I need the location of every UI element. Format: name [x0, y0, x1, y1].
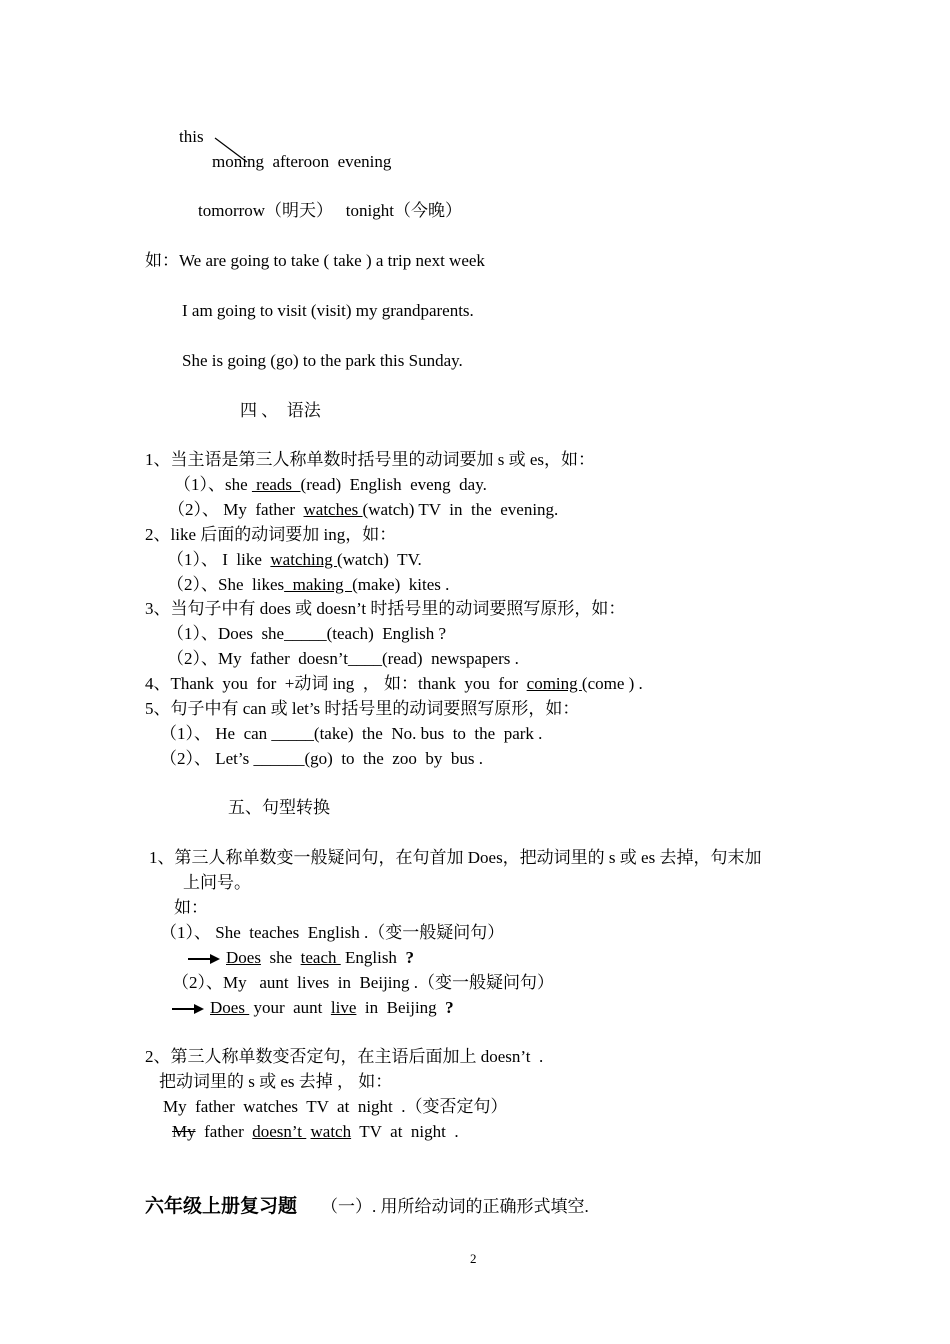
example-3: She is going (go) to the park this Sunday. — [182, 351, 463, 370]
grammar-rule-3-example-1: （1）、Does she_____(teach) English ? — [167, 624, 447, 643]
transform-example-label: 如： — [174, 898, 208, 917]
tomorrow-tonight: tomorrow（明天） tonight（今晚） — [198, 201, 462, 220]
transform-example-3-answer: My father doesn’t watch TV at night . — [172, 1122, 459, 1141]
transform-rule-2-cont: 把动词里的 s 或 es 去掉 ， 如： — [159, 1072, 393, 1091]
word-this: this — [179, 127, 204, 146]
grammar-rule-1-example-1: （1）、she reads (read) English eveng day. — [174, 475, 487, 494]
grammar-rule-5-example-2: （2）、 Let’s ______(go) to the zoo by bus . — [160, 749, 483, 768]
section-five-heading: 五、句型转换 — [228, 798, 330, 817]
transform-example-3: My father watches TV at night .（变否定句） — [163, 1097, 508, 1116]
grammar-rule-1-example-2: （2）、 My father watches (watch) TV in the evening. — [168, 500, 559, 519]
grammar-rule-3-example-2: （2）、My father doesn’t____(read) newspapers . — [167, 649, 519, 668]
example-1: 如：We are going to take ( take ) a trip next week — [145, 251, 485, 270]
transform-example-1: （1）、 She teaches English .（变一般疑问句） — [160, 923, 505, 942]
transform-rule-1-cont: 上问号。 — [183, 873, 251, 892]
page-number: 2 — [470, 1251, 477, 1266]
time-words: moning afteroon evening — [212, 152, 392, 171]
review-title: 六年级上册复习题 — [145, 1195, 298, 1217]
review-subtitle: （一）. 用所给动词的正确形式填空. — [321, 1197, 589, 1216]
grammar-rule-2-example-1: （1）、 I like watching (watch) TV. — [167, 550, 422, 569]
transform-example-2: （2）、My aunt lives in Beijing .（变一般疑问句） — [172, 973, 555, 992]
grammar-rule-5: 5、句子中有 can 或 let’s 时括号里的动词要照写原形，如： — [145, 699, 580, 718]
grammar-rule-2: 2、like 后面的动词要加 ing，如： — [145, 525, 397, 544]
arrow-icon — [188, 954, 220, 964]
grammar-rule-4: 4、Thank you for +动词 ing ， 如：thank you for coming (come ) . — [145, 674, 643, 693]
section-four-heading: 四 、 语法 — [240, 401, 321, 420]
arrow-icon — [172, 1004, 204, 1014]
grammar-rule-1: 1、当主语是第三人称单数时括号里的动词要加 s 或 es，如： — [145, 450, 596, 469]
grammar-rule-3: 3、当句子中有 does 或 doesn’t 时括号里的动词要照写原形，如： — [145, 599, 626, 618]
example-2: I am going to visit (visit) my grandparents. — [182, 301, 474, 320]
transform-example-1-answer: Does she teach English ? — [188, 947, 414, 969]
transform-rule-1: 1、第三人称单数变一般疑问句，在句首加 Does，把动词里的 s 或 es 去掉，句末加 — [149, 848, 762, 867]
review-heading — [145, 1195, 589, 1218]
grammar-rule-5-example-1: （1）、 He can _____(take) the No. bus to the park . — [160, 724, 543, 743]
transform-example-2-answer: Does your aunt live in Beijing ? — [172, 997, 454, 1019]
grammar-rule-2-example-2: （2）、She likes making (make) kites . — [167, 575, 450, 594]
transform-rule-2: 2、第三人称单数变否定句，在主语后面加上 doesn’t . — [145, 1047, 544, 1066]
